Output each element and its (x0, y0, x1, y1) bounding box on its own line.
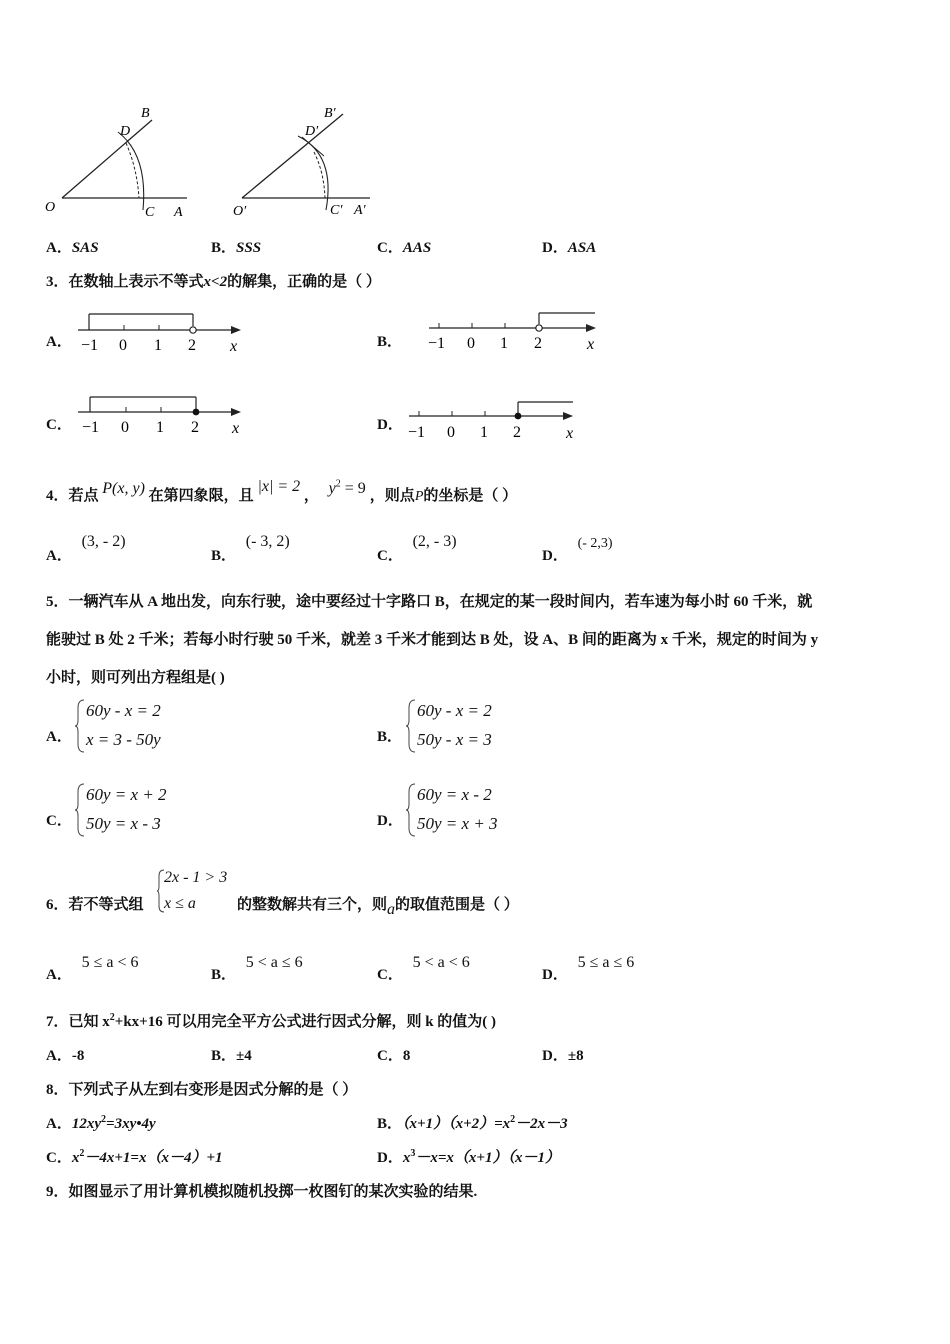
q7-option-c[interactable]: C．8 (377, 1048, 411, 1064)
svg-text:2: 2 (534, 335, 542, 352)
q3-option-d-letter[interactable]: D． (377, 417, 403, 433)
svg-text:−1: −1 (428, 335, 446, 352)
svg-text:0: 0 (467, 335, 475, 352)
label-O-prime: O′ (233, 204, 247, 219)
q3-number-line-d[interactable] (405, 398, 585, 446)
svg-text:1: 1 (480, 424, 488, 441)
q5-option-c-letter[interactable]: C． (46, 813, 72, 829)
q7-option-b[interactable]: B．±4 (211, 1048, 252, 1064)
svg-text:2: 2 (191, 419, 199, 436)
q4-option-c[interactable]: C． (2, - 3) (377, 533, 457, 564)
label-D-prime: D′ (305, 124, 319, 139)
svg-text:−1: −1 (408, 424, 426, 441)
q5-option-c-brace (74, 782, 86, 838)
svg-text:1: 1 (500, 335, 508, 352)
svg-text:x: x (232, 420, 240, 437)
q5-line-3: 小时，则可列出方程组是( ) (46, 670, 225, 686)
svg-text:1: 1 (154, 337, 162, 354)
q4-option-a[interactable]: A． (3, - 2) (46, 533, 126, 564)
q5-option-a-letter[interactable]: A． (46, 729, 72, 745)
q7-stem: 7．已知 $x^2+kx+16$ 可以用完全平方公式进行因式分解，则 k 的值为( ) (46, 1012, 497, 1030)
label-B-prime: B′ (324, 106, 336, 121)
q5-option-c-system: 60y = x + 2 50y = x - 3 (86, 785, 167, 833)
q9-stem: 9．如图显示了用计算机模拟随机投掷一枚图钉的某次实验的结果. (46, 1184, 478, 1200)
svg-text:x: x (230, 338, 238, 355)
svg-text:−1: −1 (81, 337, 99, 354)
q2-option-b[interactable]: B．SSS (211, 240, 262, 256)
q6-option-c[interactable]: C． 5 < a < 6 (377, 954, 470, 983)
svg-text:−1: −1 (82, 419, 100, 436)
angle-figure-right (233, 106, 370, 219)
q5-option-d-brace (405, 782, 417, 838)
label-C: C (145, 205, 155, 220)
q7-option-d[interactable]: D．±8 (542, 1048, 584, 1064)
svg-text:x: x (566, 425, 574, 442)
q4-stem: 4．若点 P(x, y) 在第四象限，且 |x| = 2 ， $y^2 = 9$ ，则点P的坐标是（ ） (46, 478, 518, 504)
q5-option-b-brace (405, 698, 417, 754)
q3-number-line-b[interactable] (425, 308, 605, 356)
q5-option-b-letter[interactable]: B． (377, 729, 403, 745)
q8-stem: 8．下列式子从左到右变形是因式分解的是（ ） (46, 1082, 358, 1098)
q4-point: P(x, y) (102, 480, 145, 497)
q3-option-a-letter[interactable]: A． (46, 334, 72, 350)
svg-text:2: 2 (188, 337, 196, 354)
svg-text:2: 2 (513, 424, 521, 441)
q8-option-d[interactable]: D．$x^3-x=x(x+1)(x-1)$ (377, 1148, 560, 1166)
q6-stem-right: 的整数解共有三个，则a的取值范围是（ ） (237, 897, 519, 918)
q6-option-a[interactable]: A． 5 ≤ a < 6 (46, 954, 139, 983)
angle-figure-left (45, 106, 187, 220)
q3-stem: 3．在数轴上表示不等式x<2的解集，正确的是（ ） (46, 274, 381, 290)
q6-system: 2x - 1 > 3 x ≤ a (164, 869, 228, 912)
label-B: B (141, 106, 150, 121)
q5-option-a-system: 60y - x = 2 x = 3 - 50y (86, 701, 161, 749)
svg-text:0: 0 (121, 419, 129, 436)
q8-option-b[interactable]: B．$(x+1)(x+2)=x^2-2x-3$ (377, 1114, 568, 1132)
svg-text:x: x (587, 336, 595, 353)
q5-option-d-system: 60y = x - 2 50y = x + 3 (417, 785, 498, 833)
q4-option-d[interactable]: D． (- 2,3) (542, 536, 613, 564)
q6-option-b[interactable]: B． 5 < a ≤ 6 (211, 954, 303, 983)
q2-option-d[interactable]: D．ASA (542, 240, 597, 256)
q5-option-d-letter[interactable]: D． (377, 813, 403, 829)
label-O: O (45, 200, 56, 215)
q7-option-a[interactable]: A．-8 (46, 1048, 85, 1064)
label-D: D (120, 124, 131, 139)
q4-option-b[interactable]: B． (- 3, 2) (211, 533, 290, 564)
q8-option-c[interactable]: C．$x^2-4x+1=x(x-4)+1$ (46, 1148, 223, 1166)
q5-option-a-brace (74, 698, 86, 754)
q8-option-a[interactable]: A．$12xy^2=3xy•4y$ (46, 1114, 156, 1132)
q6-option-d[interactable]: D． 5 ≤ a ≤ 6 (542, 954, 635, 983)
q2-option-a[interactable]: A．SAS (46, 240, 99, 256)
label-A-prime: A′ (354, 203, 366, 218)
q6-stem-left: 6．若不等式组 (46, 897, 144, 913)
q3-number-line-a[interactable] (76, 310, 251, 358)
label-A: A (174, 205, 183, 220)
q3-option-c-letter[interactable]: C． (46, 417, 72, 433)
q2-angle-figures (40, 100, 380, 225)
q3-number-line-c[interactable] (76, 392, 251, 440)
q5-line-2: 能驶过 B 处 2 千米；若每小时行驶 50 千米，就差 3 千米才能到达 B 处，设 A、B 间的距离为 x 千米，规定的时间为 y (46, 632, 819, 648)
q4-abs: |x| = 2 (257, 478, 301, 495)
q3-option-b-letter[interactable]: B． (377, 334, 403, 350)
label-C-prime: C′ (330, 203, 343, 218)
svg-text:0: 0 (447, 424, 455, 441)
q2-option-c[interactable]: C．AAS (377, 240, 432, 256)
q5-option-b-system: 60y - x = 2 50y - x = 3 (417, 701, 492, 749)
svg-text:1: 1 (156, 419, 164, 436)
q5-line-1: 5．一辆汽车从 A 地出发，向东行驶，途中要经过十字路口 B，在规定的某一段时间内，若车速为每小时 60 千米，就 (46, 594, 813, 610)
svg-text:0: 0 (119, 337, 127, 354)
